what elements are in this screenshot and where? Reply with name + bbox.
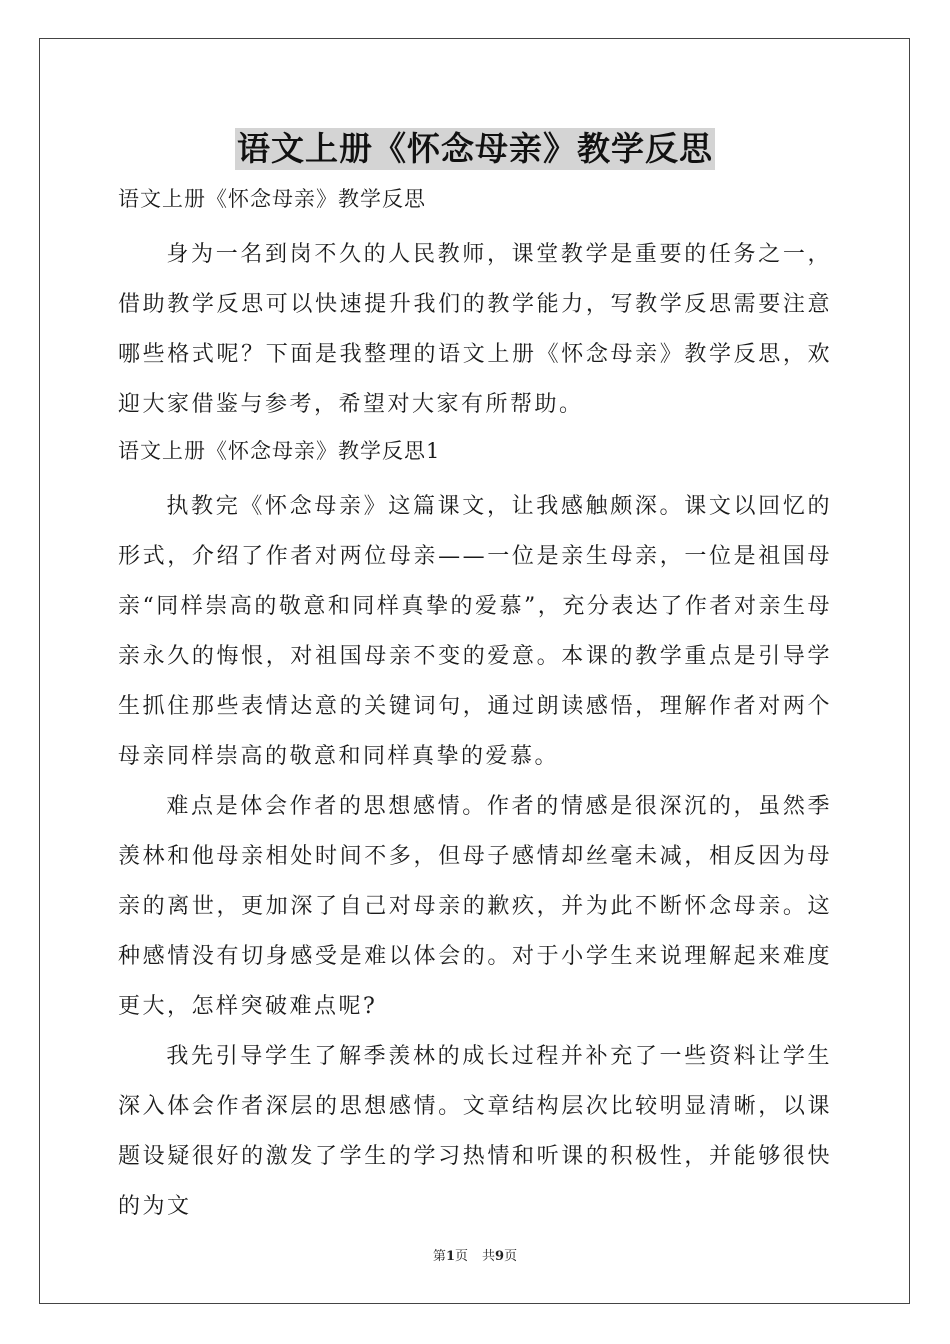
body-paragraph-1: 执教完《怀念母亲》这篇课文，让我感触颇深。课文以回忆的形式，介绍了作者对两位母亲——一位是亲生母亲，一位是祖国母亲“同样崇高的敬意和同样真挚的爱慕”，充分表达了作者对亲生母亲永久的悔恨，对祖国母亲不变的爱意。本课的教学重点是引导学生抓住那些表情达意的关键词句，通过朗读感悟，理解作者对两个母亲同样崇高的敬意和同样真挚的爱慕。	[118, 494, 832, 769]
document-title: 语文上册《怀念母亲》教学反思	[237, 129, 713, 168]
page-label-suffix: 页	[454, 1249, 468, 1264]
total-page-count: 9	[495, 1249, 505, 1264]
page-label-prefix: 第	[432, 1249, 446, 1264]
body-paragraph-2: 难点是体会作者的思想感情。作者的情感是很深沉的，虽然季羡林和他母亲相处时间不多，但母子感情却丝毫未减，相反因为母亲的离世，更加深了自己对母亲的歉疚，并为此不断怀念母亲。这种感情没有切身感受是难以体会的。对于小学生来说理解起来难度更大，怎样突破难点呢?	[118, 794, 832, 1019]
current-page-number: 1	[445, 1249, 455, 1264]
body-paragraph-3: 我先引导学生了解季羡林的成长过程并补充了一些资料让学生深入体会作者深层的思想感情。文章结构层次比较明显清晰，以课题设疑很好的激发了学生的学习热情和听课的积极性，并能够很快的为文	[118, 1044, 832, 1219]
intro-paragraph: 身为一名到岗不久的人民教师，课堂教学是重要的任务之一，借助教学反思可以快速提升我们的教学能力，写教学反思需要注意哪些格式呢？下面是我整理的语文上册《怀念母亲》教学反思，欢迎大家借鉴与参考，希望对大家有所帮助。	[118, 242, 832, 417]
page-footer	[0, 1248, 950, 1266]
document-subtitle: 语文上册《怀念母亲》教学反思	[118, 187, 426, 211]
section-heading: 语文上册《怀念母亲》教学反思1	[118, 439, 441, 463]
document-body	[118, 182, 832, 1232]
total-label-prefix: 共	[482, 1249, 496, 1264]
title-container	[0, 128, 950, 170]
total-label-suffix: 页	[504, 1249, 518, 1264]
